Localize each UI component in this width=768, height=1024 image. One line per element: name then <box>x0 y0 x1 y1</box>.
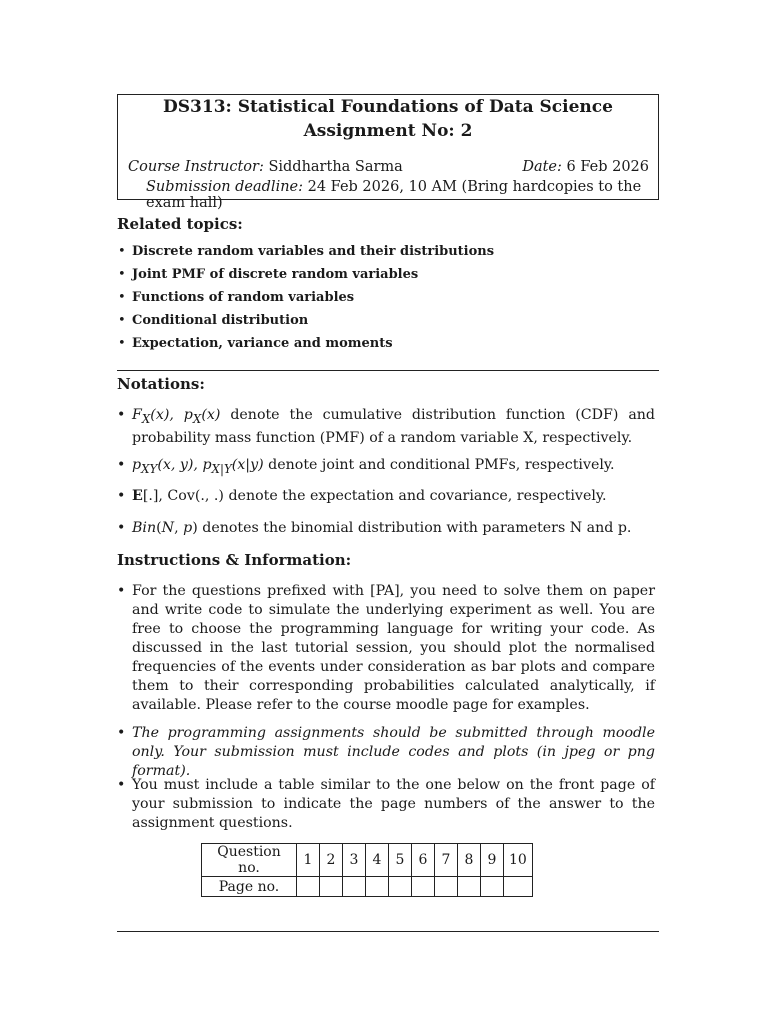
bullet-icon: • <box>117 520 126 536</box>
page-number-cell <box>481 877 504 897</box>
instructor-name: Siddhartha Sarma <box>268 159 403 175</box>
notation-item: • $p_{XY}(x$, y), $p_{X|Y}(x|y)$ denote joint and conditional PMFs, respectively. <box>117 457 615 476</box>
bullet-icon: • <box>118 267 126 282</box>
question-number: 2 <box>320 844 343 877</box>
assignment-title: Assignment No: 2 <box>303 121 473 141</box>
bullet-icon: • <box>117 457 126 473</box>
question-number: 1 <box>297 844 320 877</box>
bullet-icon: • <box>117 725 126 741</box>
submission-deadline <box>146 179 658 211</box>
page-number-cell <box>458 877 481 897</box>
bullet-icon: • <box>118 290 126 305</box>
bullet-icon: • <box>117 583 126 599</box>
instructor-label: Course Instructor: <box>128 159 264 175</box>
question-number: 4 <box>366 844 389 877</box>
related-topics-heading: Related topics: <box>117 215 243 233</box>
page-number-cell <box>297 877 320 897</box>
question-number: 3 <box>343 844 366 877</box>
bullet-icon: • <box>118 313 126 328</box>
page-number-cell <box>412 877 435 897</box>
page-number-cell <box>366 877 389 897</box>
question-number: 10 <box>504 844 533 877</box>
topic-item: • Conditional distribution <box>117 311 494 334</box>
page-number-cell <box>389 877 412 897</box>
topic-item: • Functions of random variables <box>117 288 494 311</box>
instruction-item: • You must include a table similar to the one below on the front page of your submission to indicate the page numbers of the answer to the assignment questions. <box>117 777 655 831</box>
instructions-heading: Instructions & Information: <box>117 551 352 569</box>
instruction-item: • The programming assignments should be submitted through moodle only. Your submission must include codes and plots (in jpeg or png format). <box>117 725 655 779</box>
deadline-value: 24 Feb 2026, 10 AM (Bring hardcopies to the exam hall) <box>146 179 642 211</box>
page-number-cell <box>504 877 533 897</box>
question-number: 6 <box>412 844 435 877</box>
course-instructor <box>128 159 403 175</box>
page-number-cell <box>435 877 458 897</box>
related-topics-list <box>117 242 494 357</box>
table-row <box>202 844 533 877</box>
bullet-icon: • <box>118 336 126 351</box>
section-divider <box>117 370 659 371</box>
assignment-page <box>117 94 659 895</box>
bullet-icon: • <box>117 777 126 793</box>
topic-item: • Discrete random variables and their distributions <box>117 242 494 265</box>
question-number: 9 <box>481 844 504 877</box>
notation-item: • Bin(N, p) denotes the binomial distribution with parameters N and p. <box>117 520 632 536</box>
bottom-divider <box>117 931 659 932</box>
bullet-icon: • <box>117 407 126 423</box>
table-row <box>202 877 533 897</box>
topic-item: • Expectation, variance and moments <box>117 334 494 357</box>
topic-item: • Joint PMF of discrete random variables <box>117 265 494 288</box>
assignment-header <box>117 94 659 211</box>
instruction-item: • For the questions prefixed with [PA], you need to solve them on paper and write code to simulate the underlying experiment as well. You are free to choose the programming language for writing your code. As discussed in the last tutorial session, you should plot the normalised frequencies of the events under consideration as bar plots and compare them to their corresponding probabilities calculated analytically, if available. Please refer to the course moodle page for examples. <box>117 583 655 713</box>
question-number: 7 <box>435 844 458 877</box>
date-value: 6 Feb 2026 <box>566 159 649 175</box>
page-row-label: Page no. <box>202 877 297 897</box>
question-number: 5 <box>389 844 412 877</box>
bullet-icon: • <box>118 244 126 259</box>
page-number-cell <box>343 877 366 897</box>
date-label: Date: <box>522 159 562 175</box>
deadline-label: Submission deadline: <box>146 179 304 195</box>
assignment-date <box>522 159 649 175</box>
notation-item: • E[.], Cov(., .) denote the expectation and covariance, respectively. <box>117 488 607 504</box>
question-row-label: Question no. <box>202 844 297 877</box>
bullet-icon: • <box>117 488 126 504</box>
question-page-table <box>201 843 533 897</box>
notations-heading: Notations: <box>117 375 205 393</box>
page-number-cell <box>320 877 343 897</box>
course-title: DS313: Statistical Foundations of Data Science <box>163 97 613 117</box>
question-number: 8 <box>458 844 481 877</box>
notation-item: • $F_X(x)$, $p_X(x)$ denote the cumulative distribution function (CDF) and probability mass function (PMF) of a random variable X, respectively. <box>117 407 655 446</box>
